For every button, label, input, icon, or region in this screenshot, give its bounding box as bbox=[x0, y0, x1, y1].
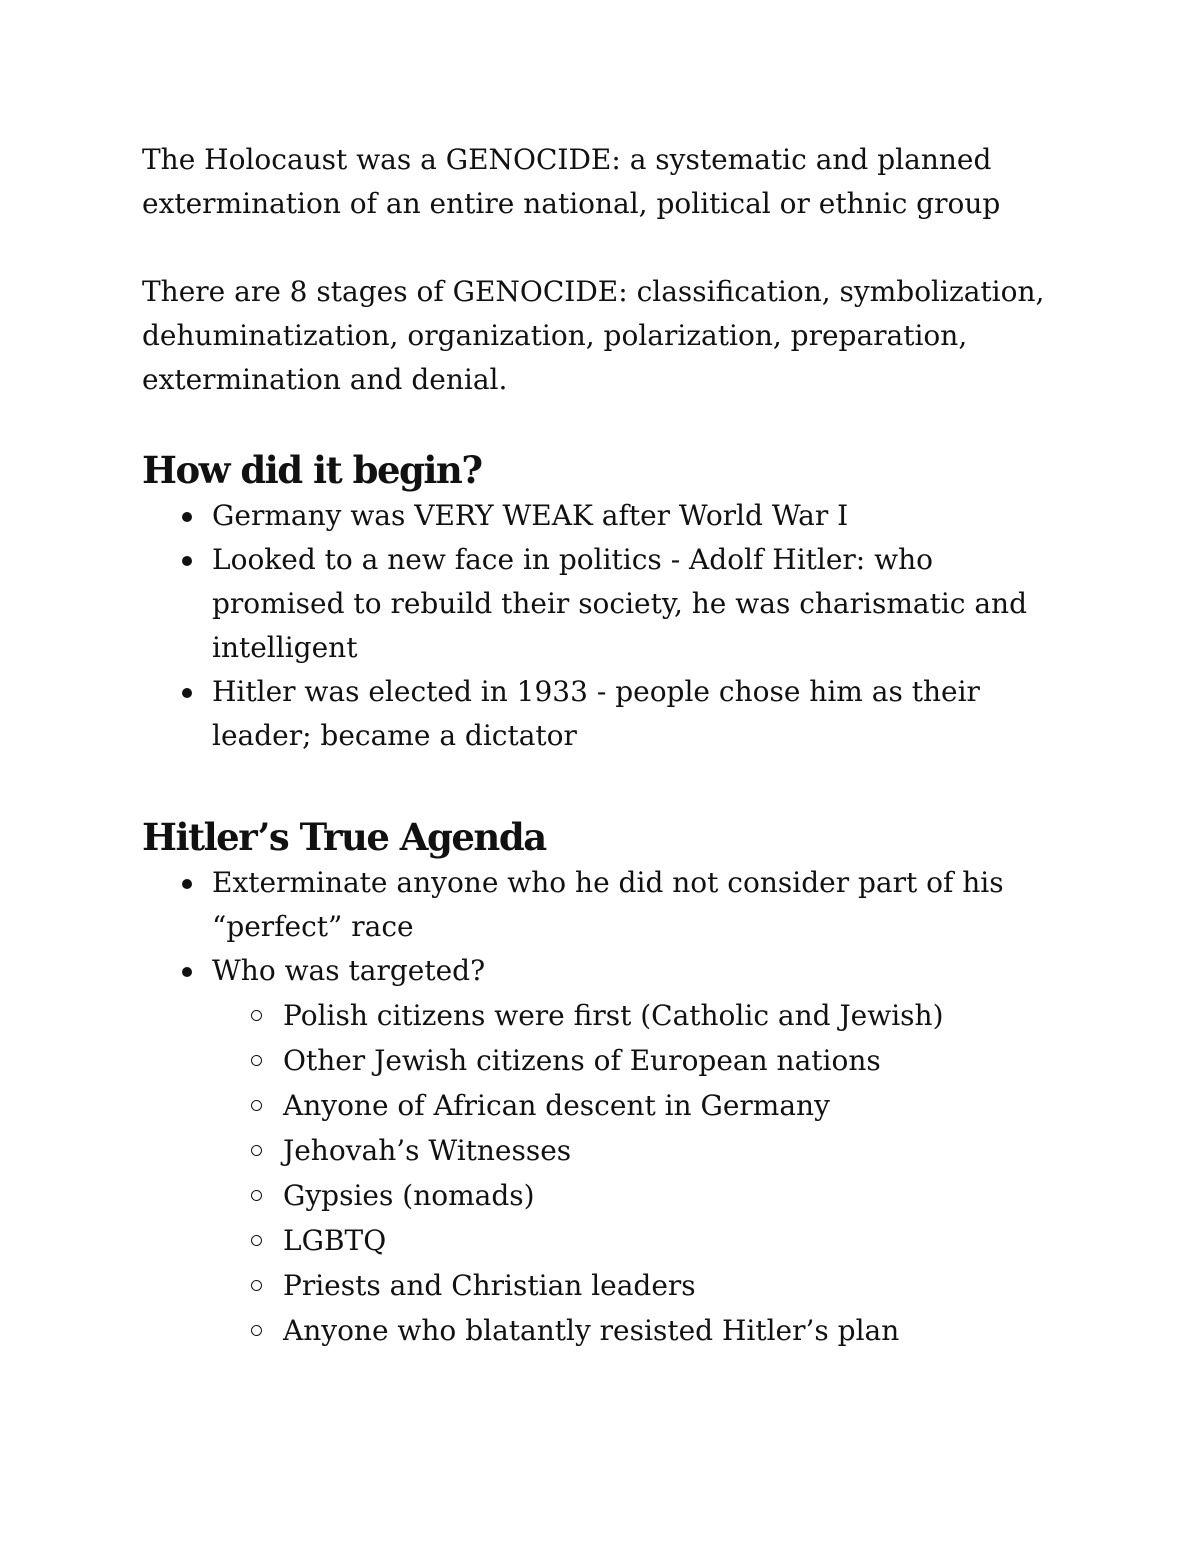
sub-list-item: Anyone of African descent in Germany bbox=[142, 1083, 1072, 1128]
hollow-bullet-icon bbox=[251, 1325, 262, 1336]
hollow-bullet-icon bbox=[251, 1145, 262, 1156]
sub-list-item: LGBTQ bbox=[142, 1218, 1072, 1263]
heading-true-agenda: Hitler’s True Agenda bbox=[142, 815, 546, 859]
heading-how-did-it-begin: How did it begin? bbox=[142, 448, 482, 492]
document-page bbox=[142, 138, 1072, 1353]
list-item: Looked to a new face in politics - Adolf Hitler: who promised to rebuild their society, he was charismatic and intelligent bbox=[142, 538, 1072, 670]
agenda-list bbox=[142, 861, 1072, 1353]
list-item: Who was targeted? Polish citizens were first (Catholic and Jewish) Other Jewish citizens of European nations Anyone of African descent in Germany Jehovah’s Witnesses Gypsies (nomads) LGBTQ Priests and Christian leaders Anyone who blatantly resisted Hitler’s plan bbox=[142, 949, 1072, 1353]
bullet-icon bbox=[182, 512, 192, 522]
sub-list-item: Other Jewish citizens of European nations bbox=[142, 1038, 1072, 1083]
hollow-bullet-icon bbox=[251, 1100, 262, 1111]
hollow-bullet-icon bbox=[251, 1055, 262, 1066]
sub-list-item: Polish citizens were first (Catholic and Jewish) bbox=[142, 993, 1072, 1038]
hollow-bullet-icon bbox=[251, 1280, 262, 1291]
bullet-icon bbox=[182, 556, 192, 566]
genocide-stages: There are 8 stages of GENOCIDE: classification, symbolization, dehuminatization, organization, polarization, preparation, extermination and denial. bbox=[142, 275, 1045, 396]
genocide-definition: The Holocaust was a GENOCIDE: a systematic and planned extermination of an entire national, political or ethnic group bbox=[142, 143, 1001, 220]
bullet-icon bbox=[182, 688, 192, 698]
list-item: Germany was VERY WEAK after World War I bbox=[142, 494, 1072, 538]
bullet-icon bbox=[182, 967, 192, 977]
sub-list-item: Anyone who blatantly resisted Hitler’s plan bbox=[142, 1308, 1072, 1353]
sub-list-item: Jehovah’s Witnesses bbox=[142, 1128, 1072, 1173]
sub-list-item: Gypsies (nomads) bbox=[142, 1173, 1072, 1218]
list-item: Hitler was elected in 1933 - people chose him as their leader; became a dictator bbox=[142, 670, 1072, 758]
begin-list bbox=[142, 494, 1072, 758]
bullet-icon bbox=[182, 879, 192, 889]
hollow-bullet-icon bbox=[251, 1010, 262, 1021]
hollow-bullet-icon bbox=[251, 1235, 262, 1246]
targeted-groups-list bbox=[212, 993, 1072, 1353]
list-item: Exterminate anyone who he did not consider part of his “perfect” race bbox=[142, 861, 1072, 949]
hollow-bullet-icon bbox=[251, 1190, 262, 1201]
sub-list-item: Priests and Christian leaders bbox=[142, 1263, 1072, 1308]
